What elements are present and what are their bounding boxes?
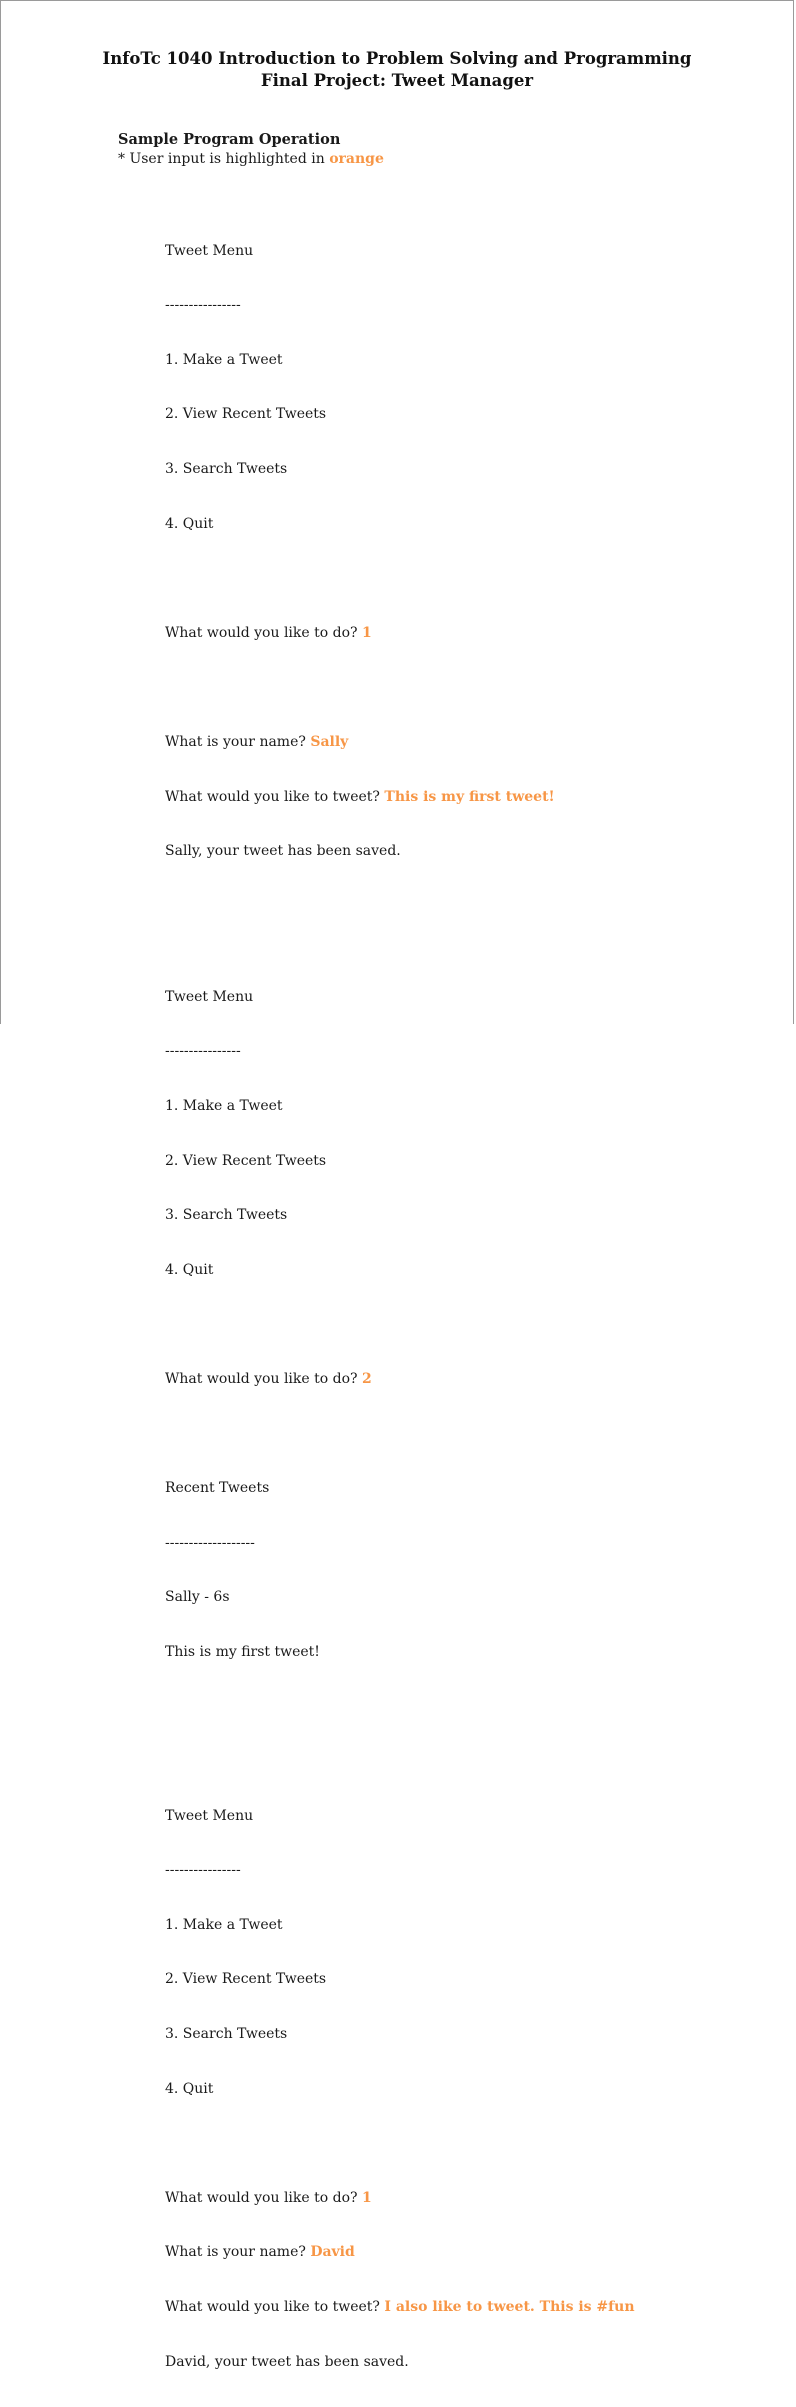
menu-divider: ---------------- <box>165 297 241 314</box>
choice-prompt <box>165 624 635 642</box>
recent-tweets-divider: ------------------- <box>165 1534 255 1551</box>
prompt-text: What would you like to do? <box>165 1370 362 1387</box>
menu-option: 4. Quit <box>165 515 214 532</box>
tweet-author: Sally - 6s <box>165 1589 230 1606</box>
prompt-text: What would you like to tweet? <box>165 2299 385 2315</box>
section-heading: Sample Program Operation <box>118 131 341 148</box>
prompt-text: What would you like to do? <box>165 2189 362 2206</box>
menu-option: 2. View Recent Tweets <box>165 1971 327 1988</box>
user-input: I also like to tweet. This is #fun <box>384 2299 635 2315</box>
menu-option: 4. Quit <box>165 2080 214 2097</box>
choice-prompt <box>165 2189 635 2207</box>
user-input: Sally <box>310 733 349 750</box>
menu-divider: ---------------- <box>165 1043 241 1060</box>
menu-option: 1. Make a Tweet <box>165 1097 283 1114</box>
menu-title: Tweet Menu <box>165 988 254 1005</box>
menu-option: 1. Make a Tweet <box>165 1916 283 1933</box>
saved-message: David, your tweet has been saved. <box>165 2353 409 2370</box>
prompt-text: What would you like to do? <box>165 624 362 641</box>
title-line-2: Final Project: Tweet Manager <box>260 71 534 90</box>
menu-option: 3. Search Tweets <box>165 1207 288 1224</box>
program-transcript <box>165 187 635 2407</box>
menu-title: Tweet Menu <box>165 242 254 259</box>
menu-option: 3. Search Tweets <box>165 2026 288 2043</box>
tweet-prompt <box>165 788 635 806</box>
menu-option: 2. View Recent Tweets <box>165 1152 327 1169</box>
tweet-prompt <box>165 2298 635 2316</box>
document-title <box>1 48 793 92</box>
prompt-text: What is your name? <box>165 733 311 750</box>
user-input: 1 <box>361 2189 372 2206</box>
title-line-1: InfoTc 1040 Introduction to Problem Solving and Programming <box>102 49 692 68</box>
user-input: 2 <box>361 1370 372 1387</box>
prompt-text: What would you like to tweet? <box>165 788 385 805</box>
note-text: * User input is highlighted in <box>118 150 330 167</box>
recent-tweets-title: Recent Tweets <box>165 1480 270 1497</box>
choice-prompt <box>165 1370 635 1388</box>
menu-option: 3. Search Tweets <box>165 460 288 477</box>
saved-message: Sally, your tweet has been saved. <box>165 843 401 860</box>
menu-title: Tweet Menu <box>165 1807 254 1824</box>
name-prompt <box>165 733 635 751</box>
menu-option: 4. Quit <box>165 1261 214 1278</box>
menu-option: 2. View Recent Tweets <box>165 406 327 423</box>
highlight-note <box>118 150 384 169</box>
menu-option: 1. Make a Tweet <box>165 351 283 368</box>
user-input: David <box>310 2244 355 2261</box>
user-input: 1 <box>361 624 372 641</box>
user-input: This is my first tweet! <box>384 788 555 805</box>
note-highlight-word: orange <box>329 150 384 167</box>
tweet-text: This is my first tweet! <box>165 1643 320 1660</box>
menu-divider: ---------------- <box>165 1862 241 1879</box>
name-prompt <box>165 2243 635 2261</box>
sample-operation-section <box>118 131 384 168</box>
prompt-text: What is your name? <box>165 2244 311 2261</box>
